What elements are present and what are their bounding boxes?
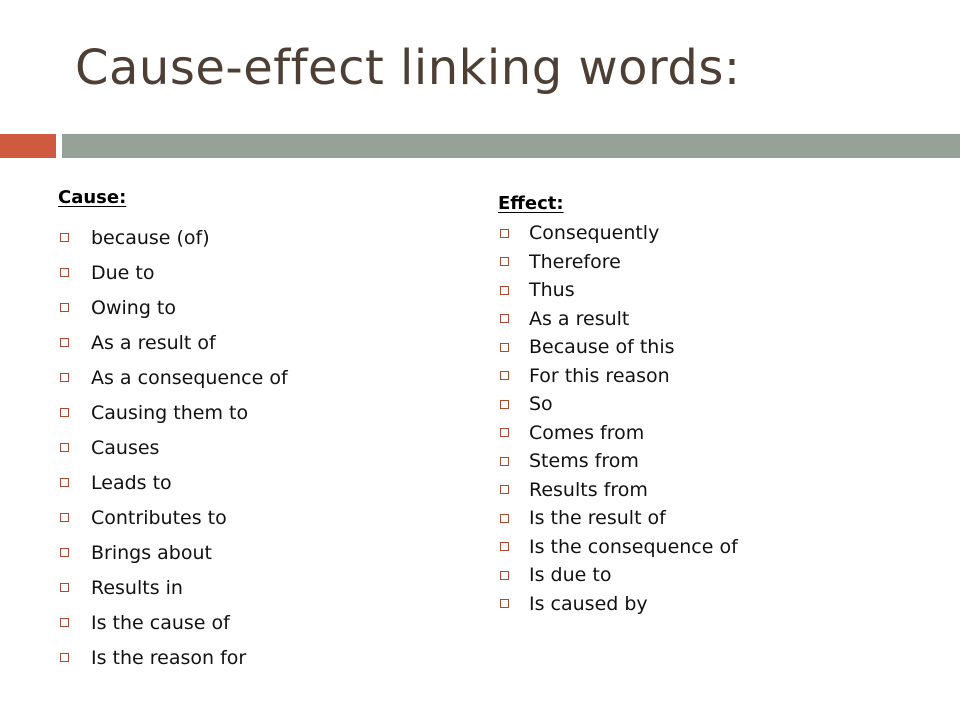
cause-list-item — [58, 360, 288, 395]
square-bullet-icon — [500, 343, 509, 352]
cause-list-item — [58, 325, 288, 360]
effect-list-item — [498, 248, 738, 277]
cause-item-text: Brings about — [91, 541, 212, 564]
square-bullet-icon — [500, 571, 509, 580]
effect-list-item — [498, 533, 738, 562]
square-bullet-icon — [60, 338, 69, 347]
square-bullet-icon — [500, 542, 509, 551]
effect-item-text: For this reason — [529, 364, 670, 387]
cause-list-item — [58, 605, 288, 640]
effect-item-text: Is caused by — [529, 592, 648, 615]
cause-list-item — [58, 465, 288, 500]
square-bullet-icon — [500, 229, 509, 238]
effect-list-item — [498, 219, 738, 248]
slide-title: Cause-effect linking words: — [75, 40, 741, 96]
square-bullet-icon — [60, 233, 69, 242]
square-bullet-icon — [60, 513, 69, 522]
square-bullet-icon — [60, 478, 69, 487]
effect-heading: Effect: — [498, 193, 564, 214]
square-bullet-icon — [500, 485, 509, 494]
header-divider-bar — [62, 134, 960, 158]
effect-item-text: So — [529, 393, 553, 416]
effect-list-item — [498, 447, 738, 476]
cause-item-text: Results in — [91, 576, 183, 599]
cause-item-text: Due to — [91, 261, 155, 284]
effect-list-item — [498, 504, 738, 533]
effect-item-text: Thus — [529, 279, 575, 302]
cause-column — [58, 187, 288, 675]
effect-item-text: Because of this — [529, 336, 675, 359]
effect-list-item — [498, 390, 738, 419]
square-bullet-icon — [500, 514, 509, 523]
square-bullet-icon — [60, 373, 69, 382]
effect-item-text: Results from — [529, 478, 648, 501]
square-bullet-icon — [60, 408, 69, 417]
square-bullet-icon — [500, 371, 509, 380]
cause-item-text: Causing them to — [91, 401, 249, 424]
cause-heading: Cause: — [58, 187, 127, 208]
effect-list — [498, 219, 738, 618]
effect-column — [498, 193, 738, 618]
cause-item-text: Is the cause of — [91, 611, 230, 634]
square-bullet-icon — [60, 268, 69, 277]
effect-list-item — [498, 419, 738, 448]
cause-item-text: As a result of — [91, 331, 216, 354]
cause-item-text: As a consequence of — [91, 366, 288, 389]
cause-list-item — [58, 255, 288, 290]
cause-list-item — [58, 640, 288, 675]
square-bullet-icon — [60, 618, 69, 627]
cause-item-text: Causes — [91, 436, 160, 459]
cause-list-item — [58, 430, 288, 465]
cause-item-text: Contributes to — [91, 506, 227, 529]
effect-item-text: Is the consequence of — [529, 535, 738, 558]
cause-item-text: Leads to — [91, 471, 172, 494]
cause-item-text: because (of) — [91, 226, 210, 249]
effect-item-text: Stems from — [529, 450, 639, 473]
cause-list-item — [58, 220, 288, 255]
cause-list-item — [58, 500, 288, 535]
square-bullet-icon — [60, 583, 69, 592]
square-bullet-icon — [60, 653, 69, 662]
effect-item-text: Consequently — [529, 222, 660, 245]
cause-list-item — [58, 535, 288, 570]
square-bullet-icon — [500, 457, 509, 466]
effect-item-text: Comes from — [529, 421, 645, 444]
square-bullet-icon — [60, 548, 69, 557]
effect-list-item — [498, 590, 738, 619]
square-bullet-icon — [500, 428, 509, 437]
cause-list-item — [58, 570, 288, 605]
effect-list-item — [498, 276, 738, 305]
effect-list-item — [498, 333, 738, 362]
effect-list-item — [498, 561, 738, 590]
square-bullet-icon — [500, 286, 509, 295]
effect-item-text: As a result — [529, 307, 630, 330]
effect-item-text: Is the result of — [529, 507, 666, 530]
cause-item-text: Owing to — [91, 296, 176, 319]
square-bullet-icon — [60, 303, 69, 312]
effect-item-text: Therefore — [529, 250, 621, 273]
effect-list-item — [498, 476, 738, 505]
accent-bar — [0, 134, 56, 158]
square-bullet-icon — [60, 443, 69, 452]
cause-list-item — [58, 395, 288, 430]
effect-item-text: Is due to — [529, 564, 612, 587]
cause-list-item — [58, 290, 288, 325]
square-bullet-icon — [500, 599, 509, 608]
square-bullet-icon — [500, 257, 509, 266]
square-bullet-icon — [500, 400, 509, 409]
effect-list-item — [498, 305, 738, 334]
square-bullet-icon — [500, 314, 509, 323]
effect-list-item — [498, 362, 738, 391]
cause-list — [58, 220, 288, 675]
cause-item-text: Is the reason for — [91, 646, 247, 669]
